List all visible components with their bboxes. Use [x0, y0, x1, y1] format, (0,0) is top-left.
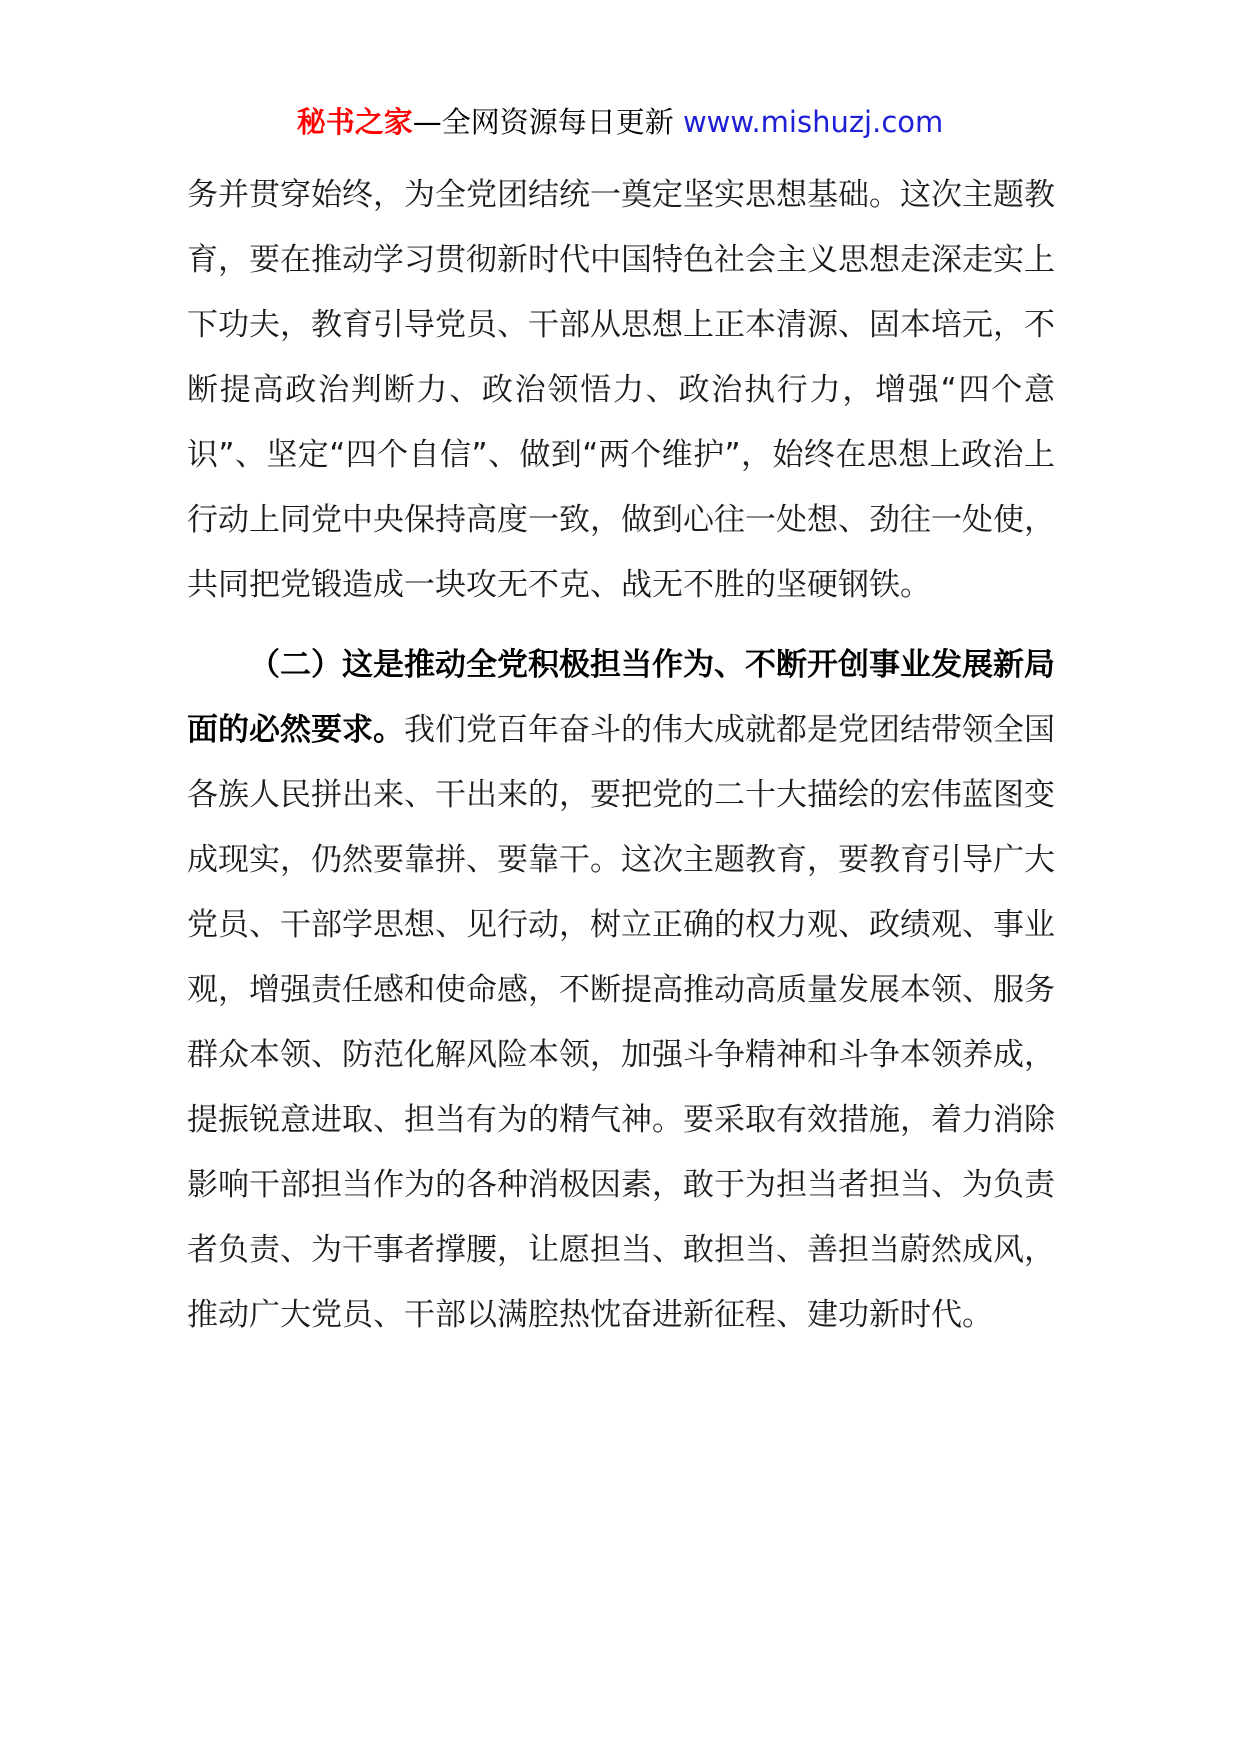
- paragraph-section-two: [187, 633, 1055, 1348]
- paragraph-text: 我们党百年奋斗的伟大成就都是党团结带领全国各族人民拼出来、干出来的，要把党的二十大描绘的宏伟蓝图变成现实，仍然要靠拼、要靠干。这次主题教育，要教育引导广大党员、干部学思想、见行动，树立正确的权力观、政绩观、事业观，增强责任感和使命感，不断提高推动高质量发展本领、服务群众本领、防范化解风险本领，加强斗争精神和斗争本领养成，提振锐意进取、担当有为的精气神。要采取有效措施，着力消除影响干部担当作为的各种消极因素，敢于为担当者担当、为负责者负责、为干事者撑腰，让愿担当、敢担当、善担当蔚然成风，推动广大党员、干部以满腔热忱奋进新征程、建功新时代。: [187, 712, 1055, 1333]
- document-body: [187, 163, 1055, 1348]
- section-heading: （二）这是推动全党积极担当作为、不断开创事业发展新局面的必然要求。: [187, 647, 1055, 748]
- page-header: [0, 102, 1240, 142]
- paragraph-text: 务并贯穿始终，为全党团结统一奠定坚实思想基础。这次主题教育，要在推动学习贯彻新时代中国特色社会主义思想走深走实上下功夫，教育引导党员、干部从思想上正本清源、固本培元，不断提高政治判断力、政治领悟力、政治执行力，增强“四个意识”、坚定“四个自信”、做到“两个维护”，始终在思想上政治上行动上同党中央保持高度一致，做到心往一处想、劲往一处使，共同把党锻造成一块攻无不克、战无不胜的坚硬钢铁。: [187, 177, 1055, 603]
- header-brand: 秘书之家: [296, 105, 413, 139]
- paragraph-continuation: [187, 163, 1055, 618]
- header-tagline: —全网资源每日更新: [412, 105, 674, 139]
- header-url-link[interactable]: www.mishuzj.com: [682, 105, 944, 139]
